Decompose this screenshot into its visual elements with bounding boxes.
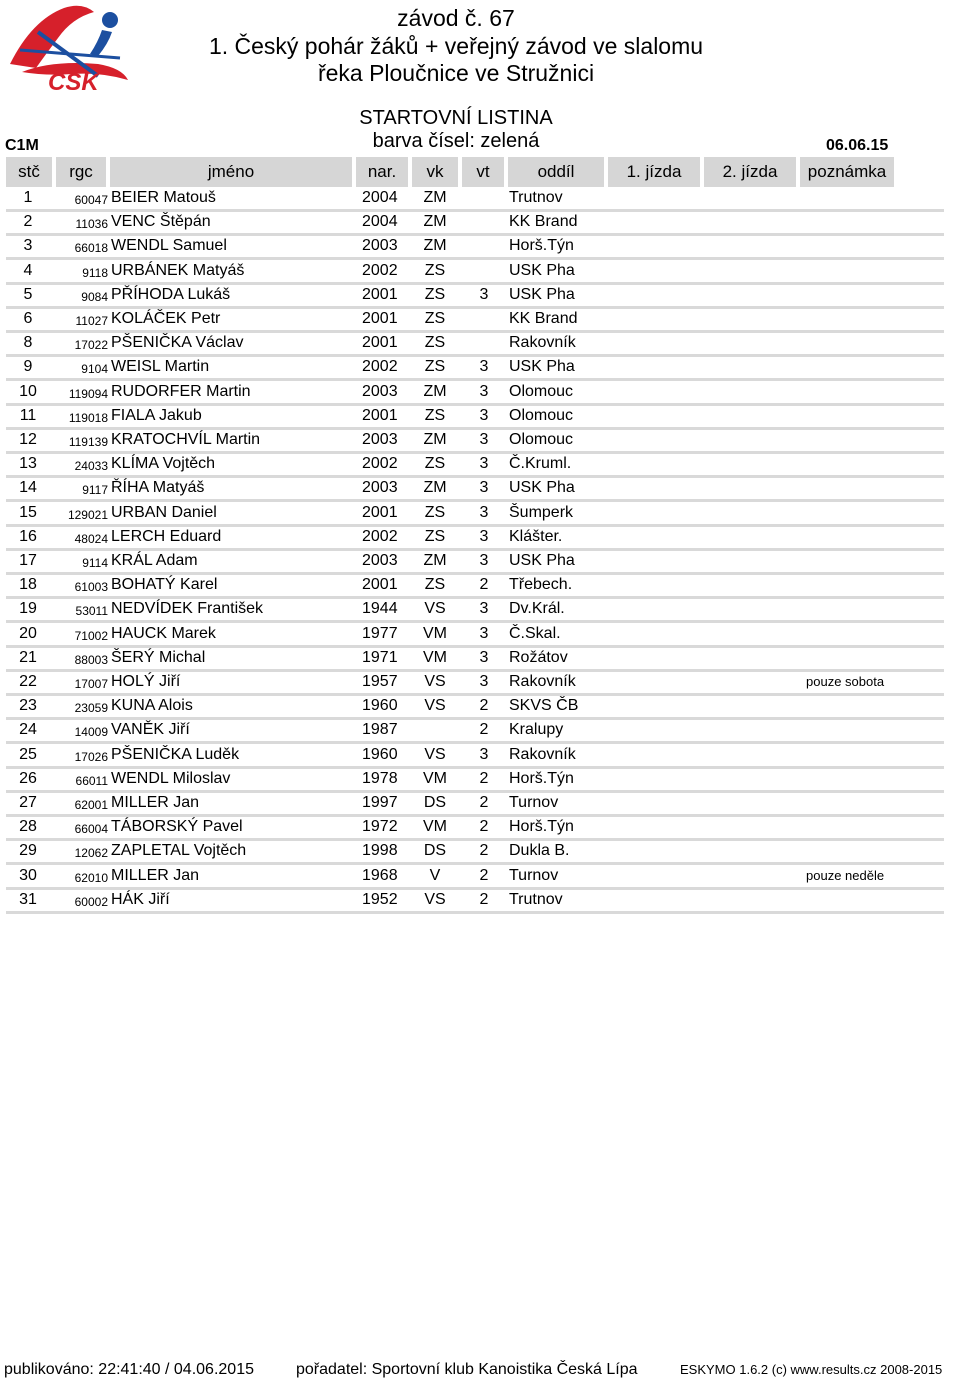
- age-category: VS: [424, 745, 446, 763]
- age-category: ZM: [423, 431, 447, 448]
- birth-year: 1971: [362, 648, 398, 666]
- registration-number: 66011: [75, 773, 108, 788]
- performance-class: 3: [479, 552, 489, 569]
- performance-class: 3: [479, 455, 489, 473]
- table-row: [6, 575, 944, 599]
- age-category: ZS: [424, 576, 446, 594]
- start-number: 6: [23, 310, 33, 327]
- logo-text: ČSK: [48, 69, 99, 92]
- performance-class: 2: [479, 842, 489, 860]
- registration-number: 62001: [74, 798, 108, 812]
- col-header-rgc: rgc: [56, 157, 106, 187]
- competitor-name: VANĚK Jiří: [111, 721, 190, 739]
- note: pouze neděle: [806, 867, 885, 883]
- start-number: 23: [19, 697, 37, 715]
- performance-class: 2: [479, 890, 489, 908]
- competitor-name: KLÍMA Vojtěch: [111, 455, 216, 473]
- start-number: 17: [19, 552, 37, 569]
- club-name: Horš.Týn: [509, 237, 574, 255]
- birth-year: 2001: [362, 310, 398, 327]
- registration-number: 71002: [74, 628, 108, 643]
- birth-year: 1968: [362, 866, 398, 884]
- table-row: [6, 551, 944, 575]
- table-row: [6, 841, 944, 865]
- registration-number: 62010: [74, 870, 108, 885]
- club-name: Č.Skal.: [509, 624, 561, 642]
- age-category: ZM: [423, 552, 447, 569]
- club-name: Olomouc: [509, 431, 574, 448]
- start-number: 18: [19, 576, 37, 594]
- club-name: Rakovník: [509, 673, 576, 690]
- age-category: ZM: [423, 479, 447, 497]
- start-number: 24: [19, 721, 37, 739]
- age-category: ZS: [424, 527, 446, 545]
- table-row: [6, 745, 944, 769]
- registration-number: 17022: [74, 338, 108, 353]
- table-row: [6, 866, 944, 890]
- age-category: ZM: [423, 237, 447, 255]
- start-number: 25: [19, 745, 37, 763]
- published-time: publikováno: 22:41:40 / 04.06.2015: [4, 1361, 254, 1378]
- birth-year: 1987: [362, 721, 398, 739]
- table-row: [6, 478, 944, 502]
- age-category: ZS: [424, 310, 446, 327]
- club-name: Rakovník: [509, 745, 576, 763]
- competitor-name: HOLÝ Jiří: [111, 673, 181, 690]
- event-number: závod č. 67: [397, 5, 515, 31]
- club-name: KK Brand: [509, 310, 578, 327]
- start-number: 4: [23, 261, 33, 279]
- age-category: VM: [423, 624, 447, 642]
- age-category: ZS: [424, 261, 446, 279]
- age-category: VM: [423, 769, 447, 787]
- col-header-run1: 1. jízda: [608, 157, 700, 187]
- club-name: Dukla B.: [509, 842, 570, 860]
- club-name: Klášter.: [509, 527, 563, 545]
- table-row: [6, 503, 944, 527]
- age-category: VS: [424, 697, 446, 715]
- club-name: Č.Kruml.: [509, 455, 572, 473]
- competitor-name: PŘÍHODA Lukáš: [111, 285, 231, 303]
- age-category: ZS: [424, 358, 446, 376]
- registration-number: 119139: [68, 435, 108, 449]
- col-header-year: nar.: [356, 157, 408, 187]
- note: pouze sobota: [806, 674, 885, 689]
- club-name: Trutnov: [509, 189, 563, 206]
- club-name: Trutnov: [509, 890, 563, 908]
- table-row: [6, 769, 944, 793]
- performance-class: 2: [479, 769, 489, 787]
- table-row: [6, 430, 944, 454]
- registration-number: 88003: [74, 652, 108, 667]
- club-name: Turnov: [509, 866, 559, 884]
- competitor-name: PŠENIČKA Václav: [111, 334, 244, 352]
- birth-year: 2001: [362, 406, 398, 424]
- table-row: [6, 672, 944, 696]
- club-name: Dv.Král.: [509, 600, 565, 618]
- competitor-name: URBAN Daniel: [111, 503, 217, 521]
- table-row: [6, 261, 944, 285]
- registration-number: 61003: [74, 580, 108, 595]
- competitor-name: BOHATÝ Karel: [111, 576, 218, 594]
- registration-number: 119094: [68, 386, 108, 401]
- performance-class: 3: [479, 600, 489, 618]
- performance-class: 3: [479, 648, 489, 666]
- table-row: [6, 817, 944, 841]
- category-label: C1M: [5, 137, 39, 154]
- age-category: ZS: [424, 285, 446, 303]
- birth-year: 2003: [362, 479, 398, 497]
- birth-year: 1978: [362, 769, 398, 787]
- competitor-name: RUDORFER Martin: [111, 382, 251, 400]
- event-date: 06.06.15: [826, 137, 889, 154]
- birth-year: 1960: [362, 697, 398, 715]
- birth-year: 2002: [362, 261, 398, 279]
- birth-year: 2001: [362, 576, 398, 594]
- start-number: 16: [19, 527, 37, 545]
- table-row: [6, 236, 944, 260]
- competitor-name: MILLER Jan: [111, 866, 200, 884]
- organizer: pořadatel: Sportovní klub Kanoistika Česká Lípa: [296, 1361, 638, 1378]
- table-row: [6, 454, 944, 478]
- age-category: VS: [424, 600, 446, 618]
- birth-year: 2004: [362, 189, 398, 206]
- table-row: [6, 188, 944, 212]
- birth-year: 1977: [362, 624, 398, 642]
- club-name: Horš.Týn: [509, 818, 574, 836]
- club-name: Rakovník: [509, 334, 576, 352]
- birth-year: 1944: [362, 600, 398, 618]
- start-number: 2: [23, 213, 33, 231]
- registration-number: 14009: [74, 725, 108, 740]
- competitor-name: FIALA Jakub: [111, 406, 202, 424]
- competitor-name: HÁK Jiří: [111, 890, 170, 908]
- club-name: Kralupy: [509, 721, 564, 739]
- competitor-name: TÁBORSKÝ Pavel: [111, 818, 243, 836]
- start-number: 21: [19, 648, 37, 666]
- club-name: Olomouc: [509, 382, 574, 400]
- registration-number: 9084: [81, 289, 108, 304]
- birth-year: 1998: [362, 842, 398, 860]
- performance-class: 3: [479, 382, 489, 400]
- table-row: [6, 382, 944, 406]
- club-name: USK Pha: [509, 358, 575, 376]
- registration-number: 17026: [74, 749, 108, 764]
- performance-class: 2: [479, 721, 489, 739]
- registration-number: 9114: [82, 556, 108, 570]
- birth-year: 2002: [362, 527, 398, 545]
- competitor-name: HAUCK Marek: [111, 624, 216, 642]
- competitor-name: KOLÁČEK Petr: [111, 310, 221, 327]
- performance-class: 2: [479, 794, 489, 811]
- col-header-vt: vt: [462, 157, 504, 187]
- age-category: ZS: [424, 406, 446, 424]
- competitor-name: KRÁL Adam: [111, 552, 198, 569]
- list-title: STARTOVNÍ LISTINA: [359, 107, 553, 129]
- age-category: VM: [423, 648, 447, 666]
- club-name: KK Brand: [509, 213, 578, 231]
- table-row: [6, 599, 944, 623]
- performance-class: 2: [479, 818, 489, 836]
- table-row: [6, 212, 944, 236]
- registration-number: 53011: [75, 604, 108, 619]
- competitor-name: WENDL Miloslav: [111, 769, 231, 787]
- start-number: 3: [23, 237, 33, 255]
- club-name: Šumperk: [509, 503, 574, 521]
- registration-number: 48024: [74, 531, 108, 546]
- registration-number: 11027: [75, 314, 108, 328]
- club-name: Třebech.: [509, 576, 573, 594]
- table-row: [6, 333, 944, 357]
- age-category: ZM: [423, 382, 447, 400]
- birth-year: 2001: [362, 334, 398, 352]
- birth-year: 2001: [362, 285, 398, 303]
- start-number: 30: [19, 866, 37, 884]
- competitor-name: NEDVÍDEK František: [111, 600, 264, 618]
- performance-class: 3: [479, 745, 489, 763]
- start-number: 22: [19, 673, 37, 690]
- performance-class: 3: [479, 406, 489, 424]
- age-category: ZS: [424, 503, 446, 521]
- birth-year: 2002: [362, 358, 398, 376]
- start-number: 1: [23, 189, 33, 206]
- birth-year: 2003: [362, 552, 398, 569]
- competitor-name: WEISL Martin: [111, 358, 210, 376]
- software-credit: ESKYMO 1.6.2 (c) www.results.cz 2008-2015: [680, 1362, 943, 1377]
- club-name: USK Pha: [509, 552, 575, 569]
- table-row: [6, 357, 944, 381]
- start-number: 26: [19, 769, 37, 787]
- competitor-name: KUNA Alois: [111, 697, 193, 715]
- birth-year: 2002: [362, 455, 398, 473]
- birth-year: 2003: [362, 431, 398, 448]
- table-row: [6, 793, 944, 817]
- col-header-stc: stč: [6, 157, 52, 187]
- birth-year: 1952: [362, 890, 398, 908]
- age-category: ZM: [423, 189, 447, 206]
- registration-number: 66004: [74, 822, 108, 837]
- age-category: DS: [423, 794, 447, 811]
- col-header-note: poznámka: [800, 157, 894, 187]
- registration-number: 119018: [68, 410, 108, 425]
- start-number: 28: [19, 818, 37, 836]
- registration-number: 9104: [81, 362, 108, 377]
- competitor-name: MILLER Jan: [111, 794, 200, 811]
- table-row: [6, 406, 944, 430]
- birth-year: 1997: [362, 794, 398, 811]
- registration-number: 23059: [74, 701, 108, 716]
- performance-class: 3: [479, 479, 489, 497]
- club-name: USK Pha: [509, 285, 575, 303]
- col-header-vk: vk: [412, 157, 458, 187]
- competitor-name: WENDL Samuel: [111, 237, 227, 255]
- col-header-name: jméno: [110, 157, 352, 187]
- start-number: 5: [23, 285, 33, 303]
- performance-class: 3: [479, 503, 489, 521]
- table-row: [6, 285, 944, 309]
- start-number: 12: [19, 431, 37, 448]
- club-name: Horš.Týn: [509, 769, 574, 787]
- competitor-name: PŠENIČKA Luděk: [111, 745, 240, 763]
- age-category: DS: [423, 842, 447, 860]
- start-number: 10: [19, 382, 37, 400]
- club-name: Rožátov: [509, 648, 568, 666]
- birth-year: 2004: [362, 213, 398, 231]
- club-name: SKVS ČB: [509, 697, 579, 715]
- registration-number: 9118: [82, 265, 108, 280]
- club-name: Turnov: [509, 794, 559, 811]
- table-row: [6, 648, 944, 672]
- performance-class: 3: [479, 527, 489, 545]
- registration-number: 11036: [75, 217, 108, 232]
- age-category: ZS: [424, 455, 446, 473]
- start-number: 13: [19, 455, 37, 473]
- table-row: [6, 527, 944, 551]
- start-number: 31: [19, 890, 37, 908]
- club-name: USK Pha: [509, 261, 575, 279]
- age-category: VS: [424, 890, 446, 908]
- col-header-run2: 2. jízda: [704, 157, 796, 187]
- registration-number: 12062: [74, 846, 108, 861]
- number-color: barva čísel: zelená: [372, 130, 540, 152]
- performance-class: 3: [479, 285, 489, 303]
- club-name: Olomouc: [509, 406, 574, 424]
- birth-year: 1960: [362, 745, 398, 763]
- registration-number: 9117: [82, 483, 108, 498]
- event-location: řeka Ploučnice ve Stružnici: [317, 60, 595, 86]
- club-name: USK Pha: [509, 479, 575, 497]
- start-number: 20: [19, 624, 37, 642]
- start-number: 19: [19, 600, 37, 618]
- registration-number: 17007: [74, 677, 108, 691]
- start-number: 8: [23, 334, 33, 352]
- age-category: VS: [424, 673, 446, 690]
- competitor-name: VENC Štěpán: [111, 213, 211, 231]
- competitor-name: ZAPLETAL Vojtěch: [111, 842, 247, 860]
- performance-class: 3: [479, 431, 489, 448]
- start-number: 29: [19, 842, 37, 860]
- start-number: 9: [23, 358, 33, 376]
- registration-number: 60047: [74, 193, 108, 207]
- birth-year: 2003: [362, 382, 398, 400]
- registration-number: 60002: [74, 894, 108, 909]
- table-row: [6, 309, 944, 333]
- competitor-name: BEIER Matouš: [111, 189, 216, 206]
- registration-number: 129021: [67, 507, 108, 522]
- birth-year: 2003: [362, 237, 398, 255]
- table-row: [6, 720, 944, 744]
- age-category: V: [429, 866, 441, 884]
- performance-class: 2: [479, 576, 489, 594]
- age-category: VM: [423, 818, 447, 836]
- registration-number: 24033: [74, 459, 108, 474]
- performance-class: 2: [479, 697, 489, 715]
- competitor-name: URBÁNEK Matyáš: [111, 261, 245, 279]
- age-category: ZS: [424, 334, 446, 352]
- start-number: 27: [19, 794, 37, 811]
- age-category: ZM: [423, 213, 447, 231]
- performance-class: 2: [479, 866, 489, 884]
- table-row: [6, 696, 944, 720]
- table-row: [6, 624, 944, 648]
- col-header-club: oddíl: [508, 157, 604, 187]
- competitor-name: KRATOCHVÍL Martin: [111, 431, 261, 448]
- birth-year: 2001: [362, 503, 398, 521]
- performance-class: 3: [479, 358, 489, 376]
- performance-class: 3: [479, 624, 489, 642]
- table-row: [6, 890, 944, 914]
- competitor-name: ŠERÝ Michal: [111, 648, 206, 666]
- registration-number: 66018: [74, 241, 108, 256]
- start-number: 15: [19, 503, 37, 521]
- birth-year: 1972: [362, 818, 398, 836]
- competitor-name: LERCH Eduard: [111, 527, 222, 545]
- start-number: 11: [19, 406, 37, 424]
- birth-year: 1957: [362, 673, 398, 690]
- competitor-name: ŘÍHA Matyáš: [111, 479, 205, 497]
- event-title: 1. Český pohár žáků + veřejný závod ve slalomu: [208, 33, 704, 59]
- performance-class: 3: [479, 673, 489, 690]
- start-number: 14: [19, 479, 37, 497]
